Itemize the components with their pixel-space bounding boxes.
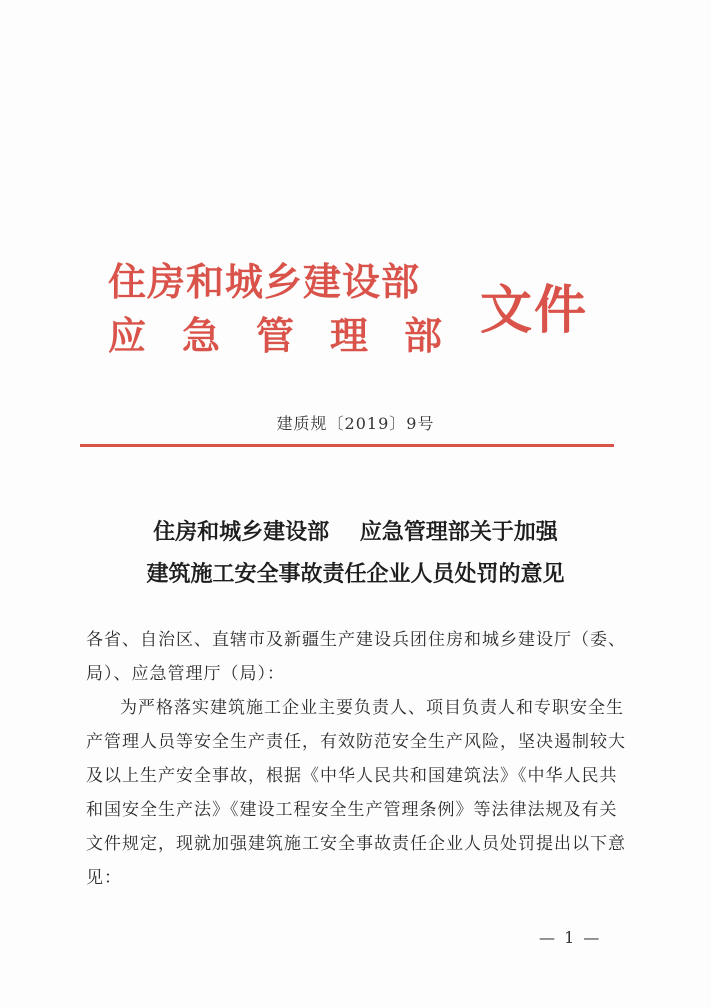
page-number: — 1 — — [539, 928, 602, 947]
red-divider-line — [80, 444, 614, 447]
document-label: 文件 — [480, 280, 589, 341]
document-title-line-1: 住房和城乡建设部 应急管理部关于加强 — [153, 519, 558, 545]
document-number: 建质规〔2019〕9号 — [276, 414, 435, 433]
body-paragraph: 为严格落实建筑施工企业主要负责人、项目负责人和专职安全生产管理人员等安全生产责任，有效防范安全生产风险，坚决遏制较大及以上生产安全事故，根据《中华人民共和国建筑法》《中华人民共和国安全生产法》《建设工程安全生产管理条例》等法律法规及有关文件规定，现就加强建筑施工安全事故责任企业人员处罚提出以下意见： — [86, 698, 626, 888]
issuer-line-emergency: 应急管理部 — [108, 313, 479, 358]
document-title-line-2: 建筑施工安全事故责任企业人员处罚的意见 — [146, 561, 565, 587]
salutation: 各省、自治区、直辖市及新疆生产建设兵团住房和城乡建设厅（委、局）、应急管理厅（局）： — [86, 630, 626, 684]
issuer-line-housing: 住房和城乡建设部 — [108, 259, 421, 304]
issuer-header — [108, 255, 588, 365]
